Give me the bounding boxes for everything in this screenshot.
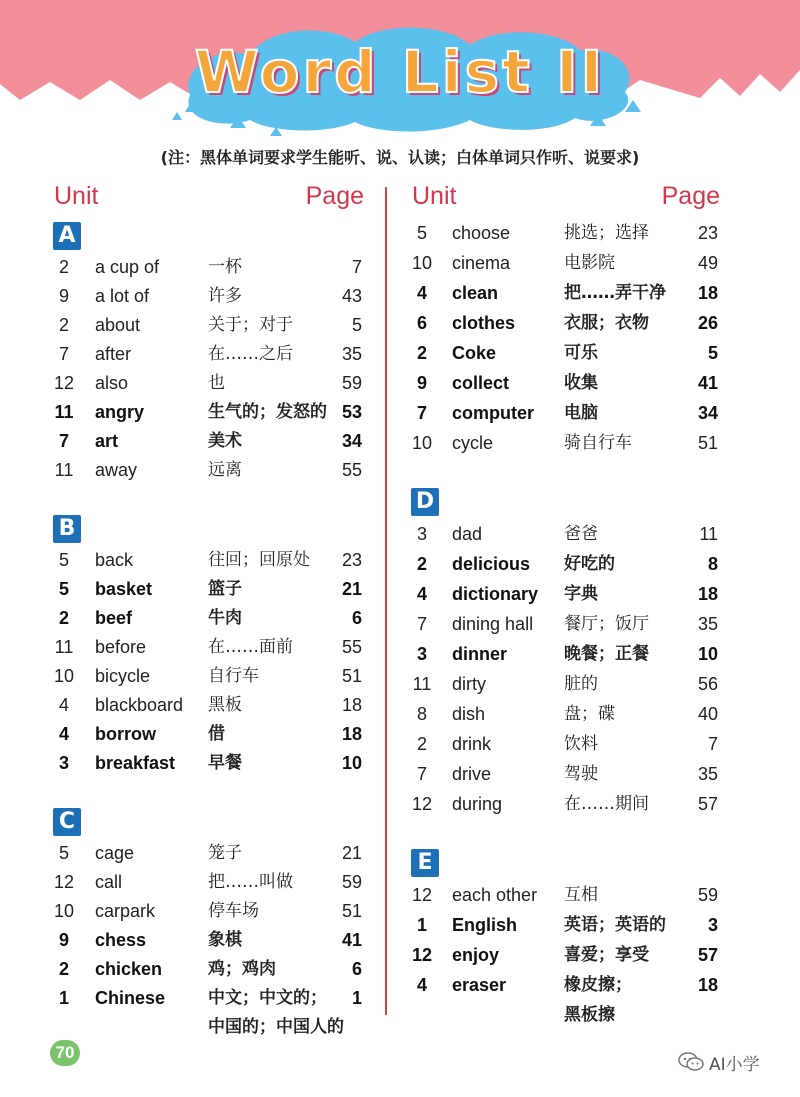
word-row	[410, 699, 720, 729]
section-e	[410, 849, 720, 1030]
unit-number: 5	[58, 843, 69, 863]
chinese-meaning: 字典	[564, 584, 598, 604]
unit-number: 7	[58, 344, 69, 364]
page-number: 35	[697, 764, 718, 784]
word-row	[410, 940, 720, 970]
wechat-icon	[677, 1051, 705, 1073]
page-number: 43	[341, 286, 362, 306]
word-row	[52, 604, 364, 633]
page-number: 34	[697, 403, 718, 423]
page-number: 21	[341, 579, 362, 599]
unit-number: 12	[411, 945, 433, 965]
page-number: 7	[707, 734, 718, 754]
unit-number: 5	[416, 223, 427, 243]
page-number-badge: 70	[50, 1040, 80, 1066]
english-word: English	[452, 915, 518, 935]
section-gap	[52, 485, 364, 511]
chinese-meaning: 停车场	[208, 901, 259, 921]
chinese-meaning: 笼子	[208, 843, 242, 863]
word-row	[52, 456, 364, 485]
unit-number: 11	[412, 674, 432, 694]
chinese-meaning: 电脑	[564, 403, 598, 423]
chinese-meaning: 衣服；衣物	[564, 313, 649, 333]
english-word: before	[95, 637, 147, 657]
page-number: 34	[341, 431, 362, 451]
unit-number: 10	[53, 901, 75, 921]
english-word: dictionary	[452, 584, 539, 604]
unit-number: 4	[416, 975, 427, 995]
unit-number: 12	[53, 373, 75, 393]
page-number: 1	[351, 988, 362, 1008]
word-row	[52, 984, 364, 1042]
chinese-meaning: 关于；对于	[208, 315, 293, 335]
unit-number: 5	[58, 579, 69, 599]
word-row	[52, 749, 364, 778]
page-number: 57	[697, 794, 718, 814]
section-letter: A	[53, 222, 81, 250]
chinese-meaning: 把……叫做	[208, 872, 293, 892]
unit-number: 4	[416, 584, 427, 604]
chinese-meaning: 在……期间	[564, 794, 649, 814]
chinese-meaning: 自行车	[208, 666, 259, 686]
word-row	[52, 282, 364, 311]
unit-number: 2	[416, 554, 427, 574]
unit-number: 10	[53, 666, 75, 686]
chinese-meaning: 英语；英语的	[564, 915, 666, 935]
column-divider	[385, 187, 387, 1015]
word-row	[52, 868, 364, 897]
chinese-meaning: 饮料	[564, 734, 598, 754]
page-number: 18	[697, 584, 718, 604]
unit-number: 6	[416, 313, 427, 333]
chinese-meaning: 餐厅；饭厅	[564, 614, 649, 634]
word-row	[52, 691, 364, 720]
unit-number: 1	[58, 988, 69, 1008]
page-number: 55	[341, 460, 362, 480]
page-number: 18	[341, 724, 362, 744]
chinese-meaning: 美术	[208, 431, 242, 451]
word-row	[410, 789, 720, 819]
word-row	[410, 759, 720, 789]
english-word: dish	[452, 704, 486, 724]
word-row	[410, 609, 720, 639]
chinese-meaning: 电影院	[564, 253, 615, 273]
watermark	[677, 1050, 760, 1074]
unit-number: 11	[54, 402, 74, 422]
word-row	[52, 398, 364, 427]
section-b	[52, 515, 364, 778]
word-row	[410, 639, 720, 669]
page-number: 18	[697, 283, 718, 303]
right-header	[410, 182, 720, 218]
chinese-meaning: 早餐	[208, 753, 242, 773]
english-word: dirty	[452, 674, 487, 694]
chinese-meaning: 鸡；鸡肉	[208, 959, 276, 979]
chinese-meaning: 远离	[208, 460, 242, 480]
unit-number: 9	[58, 930, 69, 950]
english-word: basket	[95, 579, 153, 599]
english-word: carpark	[95, 901, 156, 921]
english-word: angry	[95, 402, 145, 422]
unit-number: 4	[416, 283, 427, 303]
unit-header: Unit	[412, 182, 457, 210]
page-number: 10	[341, 753, 362, 773]
page-number: 55	[341, 637, 362, 657]
english-word: borrow	[95, 724, 156, 744]
chinese-meaning: 在……之后	[208, 344, 293, 364]
chinese-meaning: 盘；碟	[564, 704, 615, 724]
unit-header: Unit	[54, 182, 99, 210]
unit-number: 10	[411, 433, 433, 453]
chinese-meaning: 驾驶	[564, 764, 598, 784]
chinese-meaning: 可乐	[564, 343, 598, 363]
word-row	[52, 955, 364, 984]
english-word: clothes	[452, 313, 516, 333]
section-letter: B	[53, 515, 81, 543]
unit-number: 10	[411, 253, 433, 273]
unit-number: 2	[58, 608, 69, 628]
english-word: dining hall	[452, 614, 534, 634]
page-number: 51	[341, 666, 362, 686]
page-number: 40	[697, 704, 718, 724]
unit-number: 2	[416, 343, 427, 363]
english-word: dinner	[452, 644, 508, 664]
chinese-meaning: 象棋	[208, 930, 242, 950]
unit-number: 4	[58, 724, 69, 744]
english-word: back	[95, 550, 134, 570]
unit-number: 7	[416, 764, 427, 784]
chinese-meaning: 收集	[564, 373, 598, 393]
chinese-meaning: 篮子	[208, 579, 242, 599]
chinese-meaning: 互相	[564, 885, 598, 905]
english-word: choose	[452, 223, 511, 243]
page-number: 59	[697, 885, 718, 905]
word-row	[52, 575, 364, 604]
word-row	[410, 729, 720, 759]
unit-number: 3	[416, 524, 427, 544]
english-word: a lot of	[95, 286, 150, 306]
page-number: 8	[707, 554, 718, 574]
chinese-meaning: 爸爸	[564, 524, 598, 544]
word-row	[410, 398, 720, 428]
english-word: call	[95, 872, 123, 892]
page-number: 5	[351, 315, 362, 335]
word-row	[410, 669, 720, 699]
page-number: 3	[707, 915, 718, 935]
page-number: 18	[341, 695, 362, 715]
chinese-meaning-cont: 中国的；中国人的	[208, 1017, 344, 1037]
chinese-meaning: 晚餐；正餐	[564, 644, 649, 664]
page-title: Word List II	[194, 38, 606, 106]
chinese-meaning: 橡皮擦；	[564, 975, 632, 995]
page-number: 53	[341, 402, 362, 422]
unit-number: 12	[53, 872, 75, 892]
unit-number: 7	[58, 431, 69, 451]
english-word: also	[95, 373, 129, 393]
english-word: blackboard	[95, 695, 184, 715]
chinese-meaning: 好吃的	[564, 554, 615, 574]
chinese-meaning: 骑自行车	[564, 433, 632, 453]
page-number: 51	[697, 433, 718, 453]
chinese-meaning-cont: 黑板擦	[564, 1005, 615, 1025]
word-row	[410, 308, 720, 338]
unit-number: 2	[58, 315, 69, 335]
unit-number: 9	[416, 373, 427, 393]
page-number: 23	[697, 223, 718, 243]
note: (注：黑体单词要求学生能听、说、认读；白体单词只作听、说要求)	[160, 148, 640, 167]
word-row	[410, 368, 720, 398]
word-row	[410, 880, 720, 910]
english-word: Chinese	[95, 988, 166, 1008]
section-cont	[410, 218, 720, 458]
unit-number: 11	[54, 460, 74, 480]
english-word: chicken	[95, 959, 163, 979]
page-number: 5	[707, 343, 718, 363]
unit-number: 9	[58, 286, 69, 306]
section-gap	[410, 458, 720, 484]
section-a	[52, 222, 364, 485]
page-number: 6	[351, 608, 362, 628]
word-row	[52, 311, 364, 340]
chinese-meaning: 牛肉	[208, 608, 242, 628]
left-column	[52, 182, 364, 1042]
word-row	[52, 926, 364, 955]
english-word: during	[452, 794, 503, 814]
unit-number: 7	[416, 403, 427, 423]
page-number: 18	[697, 975, 718, 995]
english-word: delicious	[452, 554, 531, 574]
english-word: dad	[452, 524, 483, 544]
word-row	[52, 253, 364, 282]
word-row	[52, 839, 364, 868]
english-word: cinema	[452, 253, 511, 273]
page-number: 21	[341, 843, 362, 863]
unit-number: 3	[416, 644, 427, 664]
unit-number: 7	[416, 614, 427, 634]
page-header: Page	[305, 182, 364, 210]
english-word: enjoy	[452, 945, 500, 965]
word-row	[52, 340, 364, 369]
english-word: after	[95, 344, 132, 364]
page-number: 49	[697, 253, 718, 273]
chinese-meaning: 借	[208, 724, 225, 744]
chinese-meaning: 脏的	[564, 674, 598, 694]
english-word: Coke	[452, 343, 497, 363]
english-word: computer	[452, 403, 535, 423]
english-word: bicycle	[95, 666, 151, 686]
section-letter: C	[53, 808, 81, 836]
section-gap	[52, 778, 364, 804]
word-row	[52, 633, 364, 662]
word-row	[410, 519, 720, 549]
english-word: beef	[95, 608, 133, 628]
page-number: 26	[697, 313, 718, 333]
word-row	[410, 910, 720, 940]
page-number: 59	[341, 373, 362, 393]
page-number: 41	[697, 373, 718, 393]
english-word: clean	[452, 283, 499, 303]
left-header	[52, 182, 364, 218]
chinese-meaning: 一杯	[208, 257, 242, 277]
chinese-meaning: 黑板	[208, 695, 242, 715]
english-word: drink	[452, 734, 492, 754]
word-row	[410, 970, 720, 1030]
word-row	[410, 579, 720, 609]
english-word: drive	[452, 764, 492, 784]
english-word: about	[95, 315, 141, 335]
english-word: a cup of	[95, 257, 160, 277]
english-word: collect	[452, 373, 510, 393]
section-gap	[410, 819, 720, 845]
unit-number: 3	[58, 753, 69, 773]
word-row	[52, 546, 364, 575]
page-number: 41	[341, 930, 362, 950]
english-word: eraser	[452, 975, 507, 995]
page-number: 35	[697, 614, 718, 634]
chinese-meaning: 在……面前	[208, 637, 293, 657]
page-number: 6	[351, 959, 362, 979]
chinese-meaning: 把……弄干净	[564, 283, 666, 303]
unit-number: 5	[58, 550, 69, 570]
chinese-meaning: 也	[208, 373, 225, 393]
page-number: 35	[341, 344, 362, 364]
section-letter: E	[411, 849, 439, 877]
section-letter: D	[411, 488, 439, 516]
word-row	[52, 662, 364, 691]
unit-number: 11	[54, 637, 74, 657]
right-column	[410, 182, 720, 1030]
page-number: 59	[341, 872, 362, 892]
word-row	[52, 720, 364, 749]
page-header: Page	[661, 182, 720, 210]
word-row	[52, 897, 364, 926]
chinese-meaning: 生气的；发怒的	[208, 402, 327, 422]
english-word: breakfast	[95, 753, 176, 773]
word-row	[52, 427, 364, 456]
chinese-meaning: 喜爱；享受	[564, 945, 649, 965]
page-number: 7	[351, 257, 362, 277]
word-row	[410, 278, 720, 308]
chinese-meaning: 往回；回原处	[208, 550, 310, 570]
unit-number: 12	[411, 794, 433, 814]
english-word: away	[95, 460, 138, 480]
section-c	[52, 808, 364, 1042]
unit-number: 2	[58, 959, 69, 979]
english-word: each other	[452, 885, 538, 905]
english-word: cage	[95, 843, 135, 863]
page-number: 57	[697, 945, 718, 965]
english-word: chess	[95, 930, 147, 950]
word-row	[410, 428, 720, 458]
unit-number: 2	[58, 257, 69, 277]
word-row	[410, 338, 720, 368]
unit-number: 8	[416, 704, 427, 724]
chinese-meaning: 中文；中文的；	[208, 988, 327, 1008]
unit-number: 2	[416, 734, 427, 754]
page-number: 23	[341, 550, 362, 570]
section-d	[410, 488, 720, 819]
word-row	[52, 369, 364, 398]
unit-number: 4	[58, 695, 69, 715]
word-row	[410, 218, 720, 248]
word-row	[410, 248, 720, 278]
page-number: 51	[341, 901, 362, 921]
page-number: 56	[697, 674, 718, 694]
unit-number: 1	[416, 915, 427, 935]
page-number: 11	[699, 524, 718, 544]
watermark-text: AI小学	[709, 1054, 760, 1075]
page-number: 10	[697, 644, 718, 664]
word-row	[410, 549, 720, 579]
chinese-meaning: 许多	[208, 286, 242, 306]
unit-number: 12	[411, 885, 433, 905]
chinese-meaning: 挑选；选择	[564, 223, 649, 243]
english-word: cycle	[452, 433, 494, 453]
english-word: art	[95, 431, 119, 451]
